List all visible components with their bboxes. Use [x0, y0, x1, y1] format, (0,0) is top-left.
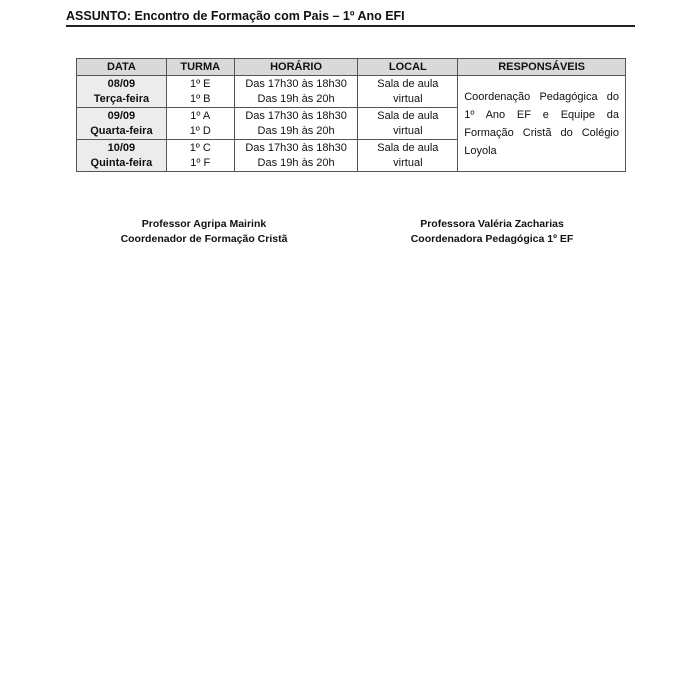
date-value: 09/09: [107, 109, 136, 122]
signature-left: [104, 217, 304, 247]
date-cell: [77, 140, 167, 172]
turma-cell: [166, 76, 234, 108]
weekday-value: Terça-feira: [93, 92, 150, 105]
column-header-local: LOCAL: [358, 59, 458, 76]
column-header-data: DATA: [77, 59, 167, 76]
local-value: virtual: [393, 92, 423, 105]
table-header-row: [77, 59, 626, 76]
document-subject: ASSUNTO: Encontro de Formação com Pais – 1º Ano EFI: [66, 9, 635, 27]
date-cell: [77, 76, 167, 108]
turma-cell: [166, 140, 234, 172]
responsaveis-cell: Coordenação Pedagógica do 1º Ano EF e Equipe da Formação Cristã do Colégio Loyola: [458, 76, 626, 172]
weekday-value: Quinta-feira: [90, 156, 153, 169]
column-header-responsaveis: RESPONSÁVEIS: [458, 59, 626, 76]
horario-cell: [234, 108, 358, 140]
horario-cell: [234, 76, 358, 108]
turma-cell: [166, 108, 234, 140]
horario-value: Das 19h às 20h: [257, 92, 335, 105]
turma-value: 1º D: [189, 124, 211, 137]
local-cell: [358, 108, 458, 140]
horario-value: Das 17h30 às 18h30: [245, 109, 347, 122]
date-cell: [77, 108, 167, 140]
table-row: [77, 76, 626, 108]
local-cell: [358, 140, 458, 172]
signature-role: Coordenador de Formação Cristã: [120, 233, 288, 245]
turma-value: 1º C: [189, 141, 211, 154]
date-value: 10/09: [107, 141, 136, 154]
signature-role: Coordenadora Pedagógica 1º EF: [410, 233, 574, 245]
turma-value: 1º B: [189, 92, 211, 105]
local-value: virtual: [393, 124, 423, 137]
schedule-table: [76, 58, 626, 172]
turma-value: 1º F: [190, 156, 211, 169]
horario-value: Das 19h às 20h: [257, 156, 335, 169]
horario-cell: [234, 140, 358, 172]
signature-name: Professor Agripa Mairink: [141, 218, 267, 230]
signature-right: [392, 217, 592, 247]
horario-value: Das 17h30 às 18h30: [245, 141, 347, 154]
local-value: Sala de aula: [377, 141, 439, 154]
local-value: Sala de aula: [377, 77, 439, 90]
local-value: virtual: [393, 156, 423, 169]
column-header-turma: TURMA: [166, 59, 234, 76]
weekday-value: Quarta-feira: [90, 124, 153, 137]
horario-value: Das 19h às 20h: [257, 124, 335, 137]
horario-value: Das 17h30 às 18h30: [245, 77, 347, 90]
local-cell: [358, 76, 458, 108]
signature-name: Professora Valéria Zacharias: [420, 218, 564, 230]
local-value: Sala de aula: [377, 109, 439, 122]
turma-value: 1º A: [190, 109, 211, 122]
date-value: 08/09: [107, 77, 136, 90]
turma-value: 1º E: [189, 77, 211, 90]
column-header-horario: HORÁRIO: [234, 59, 358, 76]
